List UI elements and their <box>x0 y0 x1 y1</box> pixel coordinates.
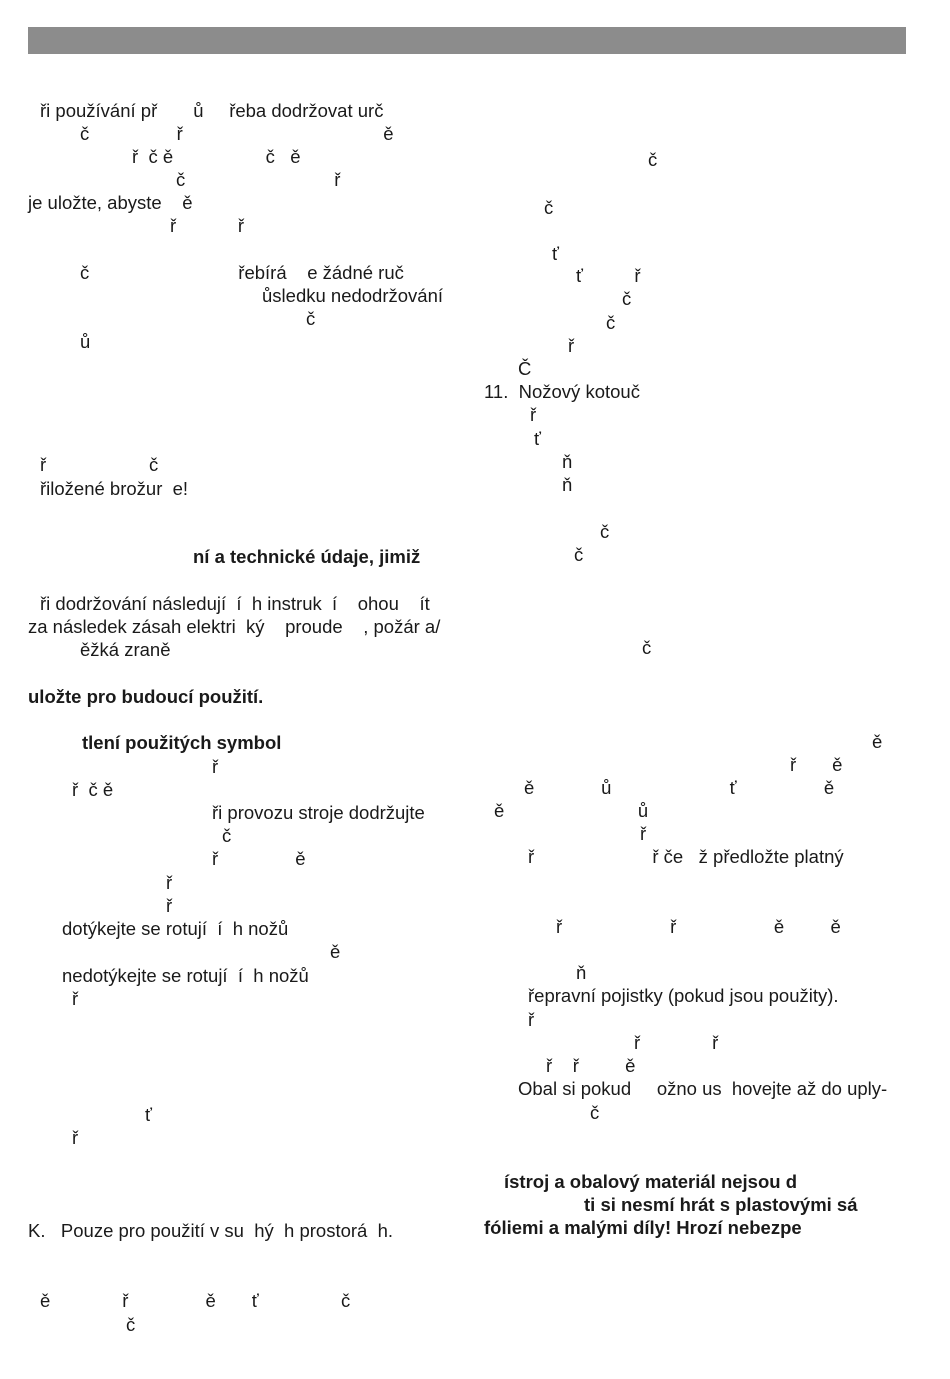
text-line: ě <box>330 941 341 962</box>
text-line: je uložte, abyste ě <box>28 192 193 213</box>
text-line: č <box>600 521 610 542</box>
text-line: Obal si pokud ožno us hovejte až do uply- <box>518 1078 888 1099</box>
text-line: 11. Nožový kotouč <box>484 381 640 402</box>
text-line: ě ů <box>494 800 649 821</box>
text-line: ř ě <box>212 848 306 869</box>
text-line: č <box>648 149 658 170</box>
text-line: ři provozu stroje dodržujte <box>212 802 425 823</box>
text-line: ť <box>145 1104 152 1125</box>
text-line: č řebírá e žádné ruč <box>80 262 404 283</box>
text-line: ě <box>872 731 883 752</box>
text-line: č <box>544 197 554 218</box>
text-line: č <box>222 825 232 846</box>
text-line: ř ř če ž předložte platný <box>528 846 844 867</box>
text-line: ůsledku nedodržování <box>262 285 444 306</box>
text-line: ř <box>530 404 537 425</box>
text-line: ů <box>80 331 91 352</box>
text-line: č <box>622 288 632 309</box>
text-line: č ř <box>176 169 341 190</box>
section-heading: tlení použitých symbol <box>82 732 282 753</box>
header-bar <box>28 27 906 54</box>
text-line: ř <box>72 988 79 1009</box>
text-line: č ř ě <box>80 123 394 144</box>
text-line: ř <box>640 823 647 844</box>
text-line: č <box>642 637 652 658</box>
text-line: ň <box>576 962 587 983</box>
warning-text: ti si nesmí hrát s plastovými sá <box>584 1194 858 1215</box>
text-line: ř ř ě ě <box>556 916 841 937</box>
text-line: č <box>126 1314 136 1335</box>
text-line: č <box>574 544 584 565</box>
text-line: ř <box>166 895 173 916</box>
text-line: ř č ě č ě <box>132 146 301 167</box>
text-line: ř <box>166 872 173 893</box>
text-line: řepravní pojistky (pokud jsou použity). <box>528 985 839 1006</box>
text-line: ť <box>552 243 559 264</box>
text-line: za následek zásah elektri ký proude , požár a/ <box>28 616 441 637</box>
text-line: č <box>590 1102 600 1123</box>
text-line: řiložené brožur e! <box>40 478 189 499</box>
text-line: ř <box>72 1127 79 1148</box>
text-line: ť ř <box>576 265 641 286</box>
text-line: ři používání př ů řeba dodržovat urč <box>40 100 384 121</box>
text-line: ť <box>534 428 541 449</box>
text-line: ř <box>568 335 575 356</box>
text-line: č <box>306 308 316 329</box>
text-line: ň <box>562 451 573 472</box>
text-line: ř ř <box>634 1032 719 1053</box>
text-line: č <box>606 312 616 333</box>
text-line: ě ř ě ť č <box>40 1290 351 1311</box>
warning-text: ístroj a obalový materiál nejsou d <box>504 1171 798 1192</box>
section-heading: uložte pro budoucí použití. <box>28 686 264 707</box>
text-line: nedotýkejte se rotují í h nožů <box>62 965 309 986</box>
text-line: Č <box>518 358 532 379</box>
text-line: ň <box>562 474 573 495</box>
section-heading: ní a technické údaje, jimiž <box>193 546 421 567</box>
text-line: ři dodržování následují í h instruk í ohou ít <box>40 593 430 614</box>
text-line: dotýkejte se rotují í h nožů <box>62 918 289 939</box>
text-line: ř <box>212 756 219 777</box>
text-line: ř ř <box>170 215 244 236</box>
text-line: ř ř ě <box>546 1055 636 1076</box>
text-line: ě ů ť ě <box>524 777 835 798</box>
warning-text: fóliemi a malými díly! Hrozí nebezpe <box>484 1217 802 1238</box>
text-line: ř <box>528 1009 535 1030</box>
text-line: K. Pouze pro použití v su hý h prostorá h. <box>28 1220 394 1241</box>
text-line: ěžká zraně <box>80 639 171 660</box>
text-line: ř ě <box>790 754 843 775</box>
text-line: ř č ě <box>72 779 114 800</box>
text-line: ř č <box>40 454 159 475</box>
